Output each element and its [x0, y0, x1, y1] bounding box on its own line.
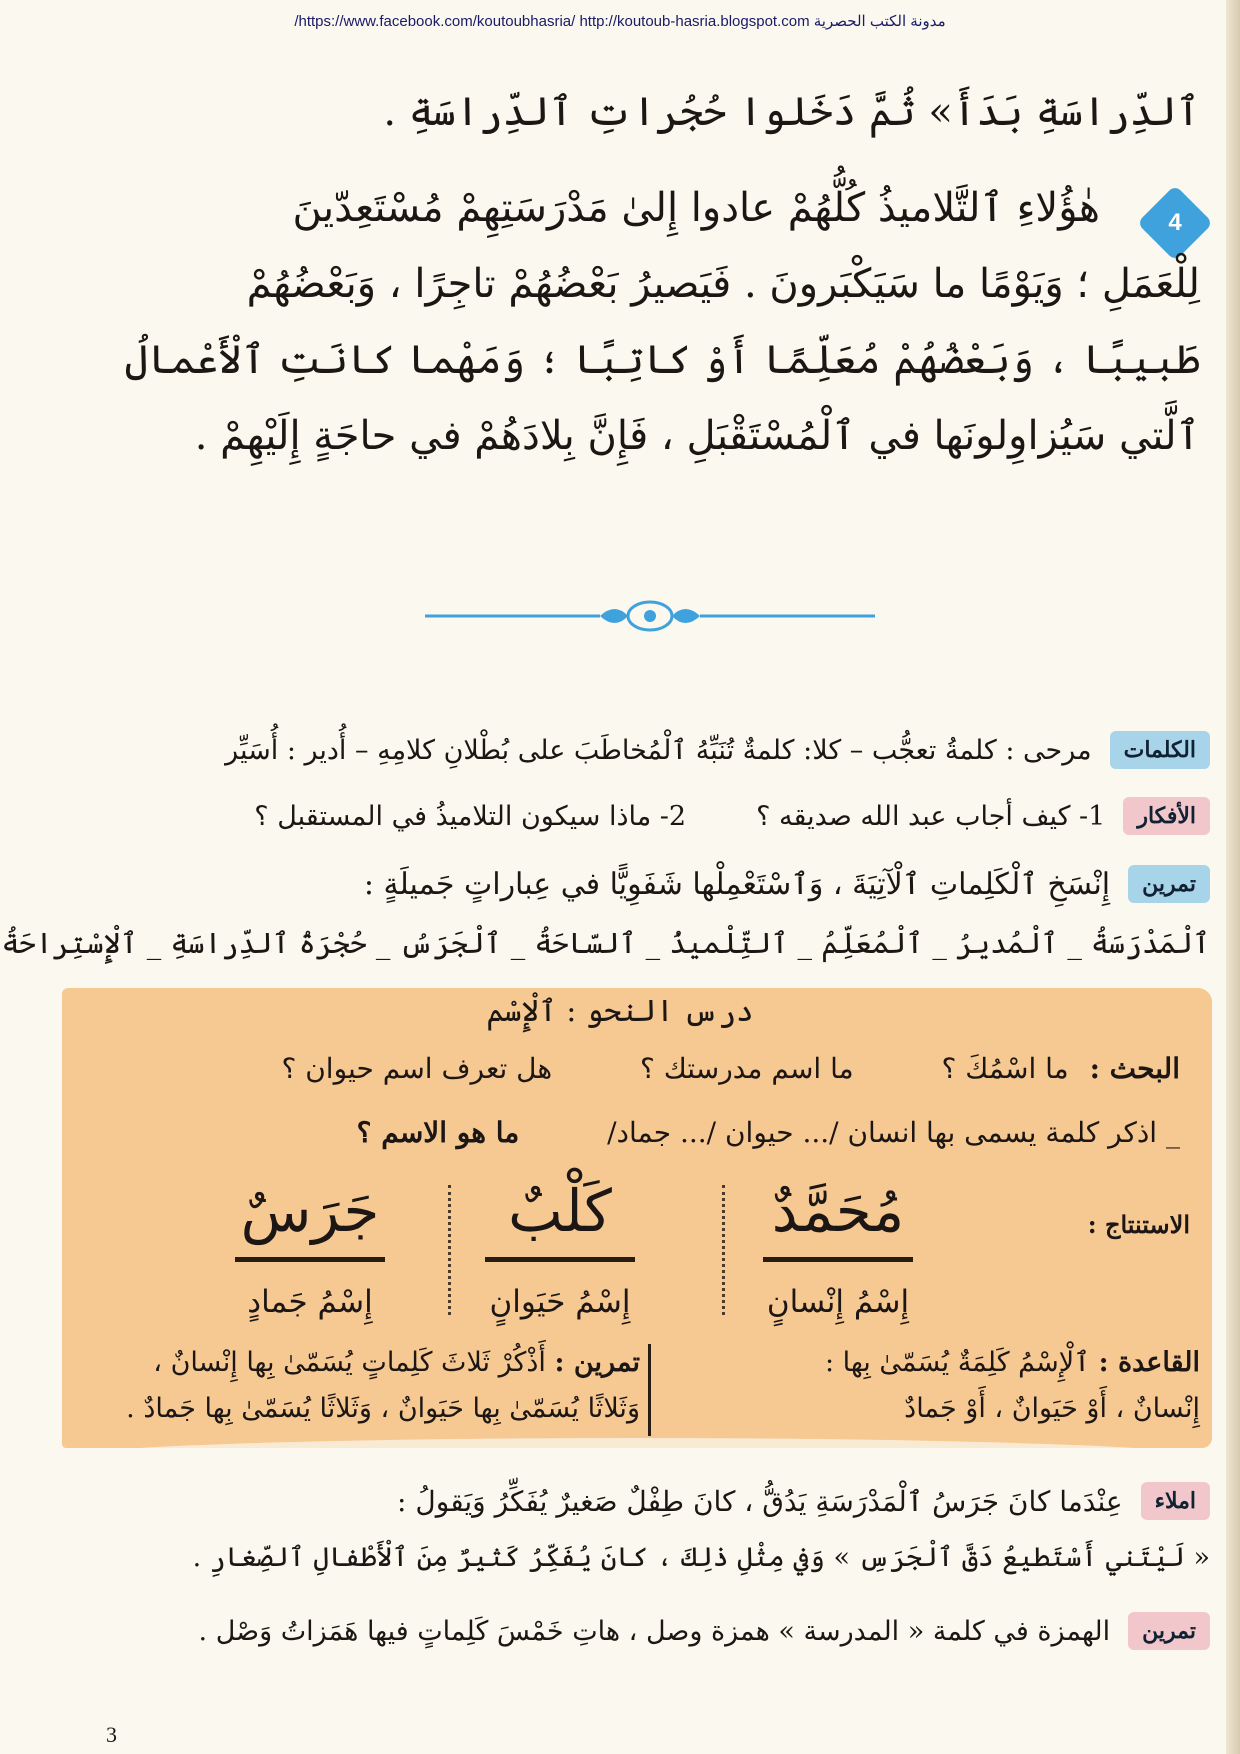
example-animal [440, 1175, 680, 1320]
exercise-row [90, 858, 1210, 910]
header-link[interactable]: /https://www.facebook.com/koutoubhasria/ http://koutoub-hasria.blogspot.com مدونة الكتب الحصرية [294, 13, 946, 30]
final-exercise-text: الهمزة في كلمة « المدرسة » همزة وصل ، هاتِ خَمْسَ كَلِماتٍ فيها هَمَزاتُ وَصْل . [198, 1615, 1111, 1647]
conclusion-label: الاستنتاج : [1087, 1210, 1190, 1239]
rule-label: القاعدة : [1098, 1347, 1200, 1378]
story-line: لِلْعَمَلِ ؛ وَيَوْمًا ما سَيَكْبَرونَ . فَيَصيرُ بَعْضُهُمْ تاجِرًا ، وَبَعْضُهُمْ [246, 261, 1200, 307]
ideas-question-1: 1- كيف أجاب عبد الله صديقه ؟ [756, 800, 1106, 832]
example-object [190, 1175, 430, 1320]
dictation-line-1: عِنْدَما كانَ جَرَسُ ٱلْمَدْرَسَةِ يَدُقُّ ، كانَ طِفْلٌ صَغيرٌ يُفَكِّرُ وَيَقولُ : [397, 1484, 1123, 1518]
example-word: كَلْبٌ [508, 1177, 612, 1245]
dotted-divider [722, 1185, 725, 1315]
ideas-row [90, 790, 1210, 842]
ideas-label: الأفكار [1123, 797, 1210, 835]
story-block [90, 74, 1200, 150]
page-edge [1226, 0, 1240, 1754]
research-label: البحث : [1089, 1052, 1180, 1085]
paragraph-number: 4 [1168, 209, 1182, 236]
grammar-exercise-line-1: أَذْكُرْ ثَلاثَ كَلِماتٍ يُسَمّىٰ بِها إِنْسانٌ ، [153, 1347, 546, 1378]
vocabulary-row [90, 724, 1210, 776]
example-word: جَرَسٌ [240, 1177, 380, 1245]
final-exercise-label: تمرين [1128, 1612, 1210, 1650]
mention-question: ما هو الاسم ؟ [356, 1116, 520, 1149]
research-row [120, 1052, 1180, 1085]
example-kind: إِسْمُ إِنْسانٍ [766, 1284, 910, 1320]
example-rule [485, 1257, 635, 1262]
example-rule [763, 1257, 913, 1262]
final-exercise-row [80, 1612, 1210, 1650]
grammar-exercise-line-2: وَثَلاثًا يُسَمّىٰ بِها حَيَوانٌ ، وَثَلاثًا يُسَمّىٰ بِها جَمادٌ . [126, 1393, 640, 1424]
vocabulary-text: مرحى : كلمةُ تعجُّب – كلا: كلمةٌ تُنَبِّهُ ٱلْمُخاطَبَ على بُطْلانِ كلامِهِ – أُدير : أُسَيِّر [225, 734, 1092, 766]
example-kind: إِسْمُ حَيَوانٍ [489, 1284, 631, 1320]
ideas-question-2: 2- ماذا سيكون التلاميذُ في المستقبل ؟ [254, 800, 687, 832]
rule-line-1: ٱلْإِسْمُ كَلِمَةٌ يُسَمّىٰ بِها : [824, 1347, 1090, 1378]
example-rule [235, 1257, 385, 1262]
example-word: مُحَمَّدٌ [771, 1177, 905, 1245]
rule-block [660, 1340, 1200, 1432]
example-kind: إِسْمُ جَمادٍ [247, 1284, 373, 1320]
dictation-line-2: « لَيْتَني أَسْتَطيعُ دَقَّ ٱلْجَرَسِ » وَفي مِثْلِ ذٰلِكَ ، كانَ يُفَكِّرُ كَثيرٌ مِنَ ٱلْأَطْفالِ ٱلصِّغارِ . [192, 1542, 1210, 1573]
vocabulary-label: الكلمات [1110, 731, 1210, 769]
ornament-divider [425, 594, 875, 638]
dictation-label: املاء [1141, 1482, 1210, 1520]
exercise-words: ٱلْمَدْرَسَةُ _ ٱلْمُديرُ _ ٱلْمُعَلِّمُ _ ٱلتِّلْميذُ _ ٱلسّاحَةُ _ ٱلْجَرَسُ _ حُجْرَةُ ٱلدِّراسَةِ _ ٱلْإِسْتِراحَةُ [1, 926, 1210, 960]
research-question-2: ما اسم مدرستك ؟ [639, 1052, 854, 1085]
story-paragraph-cont [90, 246, 1200, 474]
grammar-title: درس النحو : ٱلْإِسْم [486, 994, 754, 1029]
story-paragraph [90, 170, 1100, 246]
page-number: 3 [106, 1722, 117, 1747]
rule-exercise-split [100, 1340, 1200, 1440]
story-line: ٱلَّتي سَيُزاوِلونَها في ٱلْمُسْتَقْبَلِ ، فَإِنَّ بِلادَهُمْ في حاجَةٍ إِلَيْهِمْ . [194, 413, 1200, 459]
research-question-1: ما اسْمُكَ ؟ [941, 1052, 1069, 1085]
example-human [718, 1175, 958, 1320]
mention-row [120, 1116, 1180, 1149]
mention-line: _ اذكر كلمة يسمى بها انسان /... حيوان /... جماد/ [607, 1116, 1180, 1149]
dotted-divider [448, 1185, 451, 1315]
grammar-exercise-block [100, 1340, 640, 1432]
split-divider [648, 1344, 651, 1436]
story-line: ٱلدِّراسَةِ بَدَأَ» ثُمَّ دَخَلوا حُجُراتِ ٱلدِّراسَةِ . [383, 89, 1200, 135]
dictation-row [80, 1482, 1210, 1520]
research-question-3: هل تعرف اسم حيوان ؟ [281, 1052, 553, 1085]
story-line: طَبيبًا ، وَبَعْضُهُمْ مُعَلِّمًا أَوْ كاتِبًا ؛ وَمَهْما كانَتِ ٱلْأَعْمالُ [124, 337, 1200, 383]
exercise-text: إِنْسَخِ ٱلْكَلِماتِ ٱلْآتِيَةَ ، وَٱسْتَعْمِلْها شَفَوِيًّا في عِباراتٍ جَميلَةٍ : [363, 866, 1111, 902]
grammar-exercise-label: تمرين : [554, 1347, 640, 1378]
story-line: هٰؤُلاءِ ٱلتَّلاميذُ كُلُّهُمْ عادوا إِلىٰ مَدْرَسَتِهِمْ مُسْتَعِدّينَ [292, 185, 1100, 231]
exercise-label: تمرين [1128, 865, 1210, 903]
rule-line-2: إِنْسانٌ ، أَوْ حَيَوانٌ ، أَوْ جَمادٌ [904, 1393, 1200, 1424]
